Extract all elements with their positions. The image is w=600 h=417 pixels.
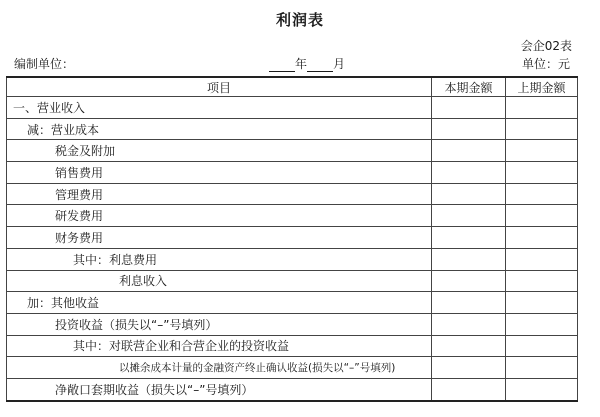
table-row (7, 357, 578, 379)
preparer-unit-label: 编制单位： (14, 57, 75, 71)
row-label: 研发费用 (7, 205, 432, 227)
current-period-amount-cell[interactable] (432, 292, 506, 314)
prior-period-amount-cell[interactable] (506, 205, 578, 227)
table-row (7, 335, 578, 357)
income-statement-table (6, 76, 578, 402)
row-label: 财务费用 (7, 227, 432, 249)
prior-period-amount-cell[interactable] (506, 378, 578, 400)
table-row (7, 183, 578, 205)
row-label: 以摊余成本计量的金融资产终止确认收益(损失以“–”号填列) (7, 357, 432, 379)
current-period-amount-cell[interactable] (432, 97, 506, 119)
table-row (7, 378, 578, 400)
page-title: 利润表 (275, 11, 324, 29)
form-code: 会企02表 (520, 39, 572, 53)
report-date (269, 55, 345, 72)
column-header-item: 项目 (7, 77, 432, 97)
month-blank[interactable] (307, 59, 333, 72)
currency-unit-label: 单位：元 (521, 57, 570, 71)
current-period-amount-cell[interactable] (432, 378, 506, 400)
row-label: 其中：对联营企业和合营企业的投资收益 (7, 335, 432, 357)
table-header-row (7, 77, 578, 97)
current-period-amount-cell[interactable] (432, 335, 506, 357)
row-label: 减：营业成本 (7, 118, 432, 140)
year-suffix: 年 (295, 57, 308, 71)
row-label: 一、营业收入 (7, 97, 432, 119)
current-period-amount-cell[interactable] (432, 248, 506, 270)
prior-period-amount-cell[interactable] (506, 227, 578, 249)
current-period-amount-cell[interactable] (432, 313, 506, 335)
current-period-amount-cell[interactable] (432, 205, 506, 227)
current-period-amount-cell[interactable] (432, 162, 506, 184)
row-label: 投资收益（损失以“–”号填列） (7, 313, 432, 335)
current-period-amount-cell[interactable] (432, 357, 506, 379)
year-blank[interactable] (269, 59, 295, 72)
current-period-amount-cell[interactable] (432, 183, 506, 205)
prior-period-amount-cell[interactable] (506, 248, 578, 270)
current-period-amount-cell[interactable] (432, 270, 506, 292)
prior-period-amount-cell[interactable] (506, 97, 578, 119)
table-row (7, 162, 578, 184)
table-row (7, 118, 578, 140)
row-label: 利息收入 (7, 270, 432, 292)
table-row (7, 248, 578, 270)
row-label: 净敞口套期收益（损失以“–”号填列） (7, 378, 432, 400)
row-label: 其中：利息费用 (7, 248, 432, 270)
table-row (7, 227, 578, 249)
current-period-amount-cell[interactable] (432, 227, 506, 249)
table-row (7, 292, 578, 314)
current-period-amount-cell[interactable] (432, 118, 506, 140)
column-header-current-period: 本期金额 (432, 77, 506, 97)
row-label: 加：其他收益 (7, 292, 432, 314)
row-label: 管理费用 (7, 183, 432, 205)
prior-period-amount-cell[interactable] (506, 118, 578, 140)
prior-period-amount-cell[interactable] (506, 313, 578, 335)
table-row (7, 313, 578, 335)
table-row (7, 140, 578, 162)
row-label: 税金及附加 (7, 140, 432, 162)
column-header-prior-period: 上期金额 (506, 77, 578, 97)
prior-period-amount-cell[interactable] (506, 335, 578, 357)
prior-period-amount-cell[interactable] (506, 357, 578, 379)
row-label: 销售费用 (7, 162, 432, 184)
meta-row (14, 55, 574, 71)
table-row (7, 205, 578, 227)
prior-period-amount-cell[interactable] (506, 140, 578, 162)
prior-period-amount-cell[interactable] (506, 270, 578, 292)
table-row (7, 270, 578, 292)
prior-period-amount-cell[interactable] (506, 292, 578, 314)
prior-period-amount-cell[interactable] (506, 183, 578, 205)
month-suffix: 月 (333, 57, 346, 71)
current-period-amount-cell[interactable] (432, 140, 506, 162)
prior-period-amount-cell[interactable] (506, 162, 578, 184)
table-row (7, 97, 578, 119)
